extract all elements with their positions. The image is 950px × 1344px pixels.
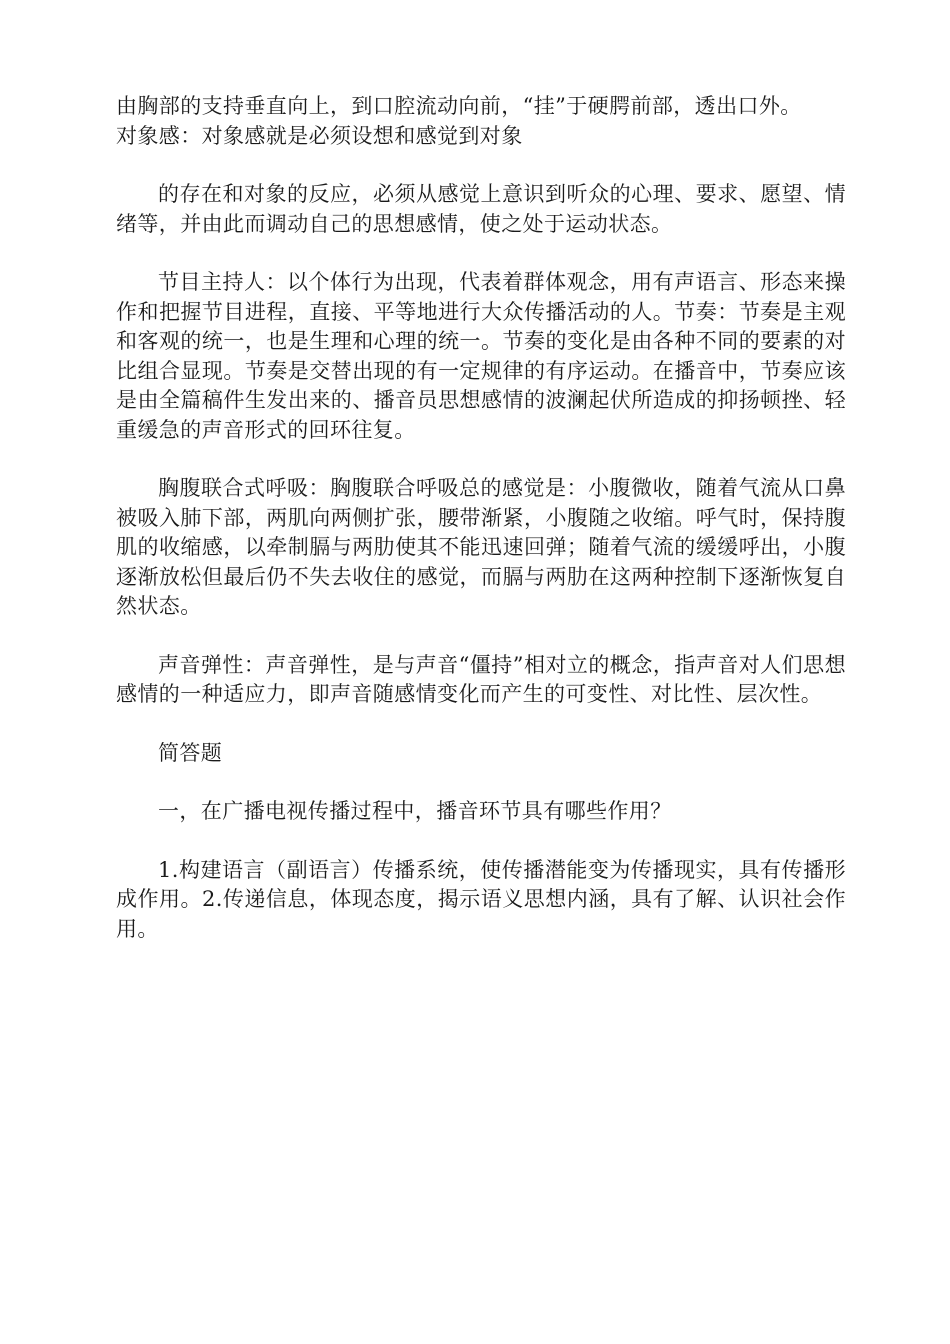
paragraph-continuation: 由胸部的支持垂直向上，到口腔流动向前，“挂”于硬腭前部，透出口外。: [116, 94, 802, 118]
paragraph-object-sense-heading: 对象感：对象感就是必须设想和感觉到对象: [116, 123, 523, 148]
section-heading-short-answer: 简答题: [158, 740, 223, 765]
paragraph-voice-elasticity: 声音弹性：声音弹性，是与声音“僵持”相对立的概念，指声音对人们思想感情的一种适应力，即声音随感情变化而产生的可变性、对比性、层次性。: [116, 652, 846, 706]
paragraph-object-sense-body: 的存在和对象的反应，必须从感觉上意识到听众的心理、要求、愿望、情绪等，并由此而调动自己的思想感情，使之处于运动状态。: [116, 182, 846, 236]
document-page: [116, 92, 846, 944]
paragraph-host-and-rhythm: 节目主持人：以个体行为出现，代表着群体观念，用有声语言、形态来操作和把握节目进程，直接、平等地进行大众传播活动的人。节奏：节奏是主观和客观的统一，也是生理和心理的统一。节奏的变化是由各种不同的要素的对比组合显现。节奏是交替出现的有一定规律的有序运动。在播音中，节奏应该是由全篇稿件生发出来的、播音员思想感情的波澜起伏所造成的抑扬顿挫、轻重缓急的声音形式的回环往复。: [116, 270, 846, 442]
answer-one: 1.构建语言（副语言）传播系统，使传播潜能变为传播现实，具有传播形成作用。2.传递信息，体现态度，揭示语义思想内涵，具有了解、认识社会作用。: [116, 857, 846, 941]
question-one: 一，在广播电视传播过程中，播音环节具有哪些作用？: [158, 799, 672, 823]
paragraph-breathing: 胸腹联合式呼吸：胸腹联合呼吸总的感觉是：小腹微收，随着气流从口鼻被吸入肺下部，两肌向两侧扩张，腰带渐紧，小腹随之收缩。呼气时，保持腹肌的收缩感，以牵制膈与两肋使其不能迅速回弹；随着气流的缓缓呼出，小腹逐渐放松但最后仍不失去收住的感觉，而膈与两肋在这两种控制下逐渐恢复自然状态。: [116, 476, 846, 618]
